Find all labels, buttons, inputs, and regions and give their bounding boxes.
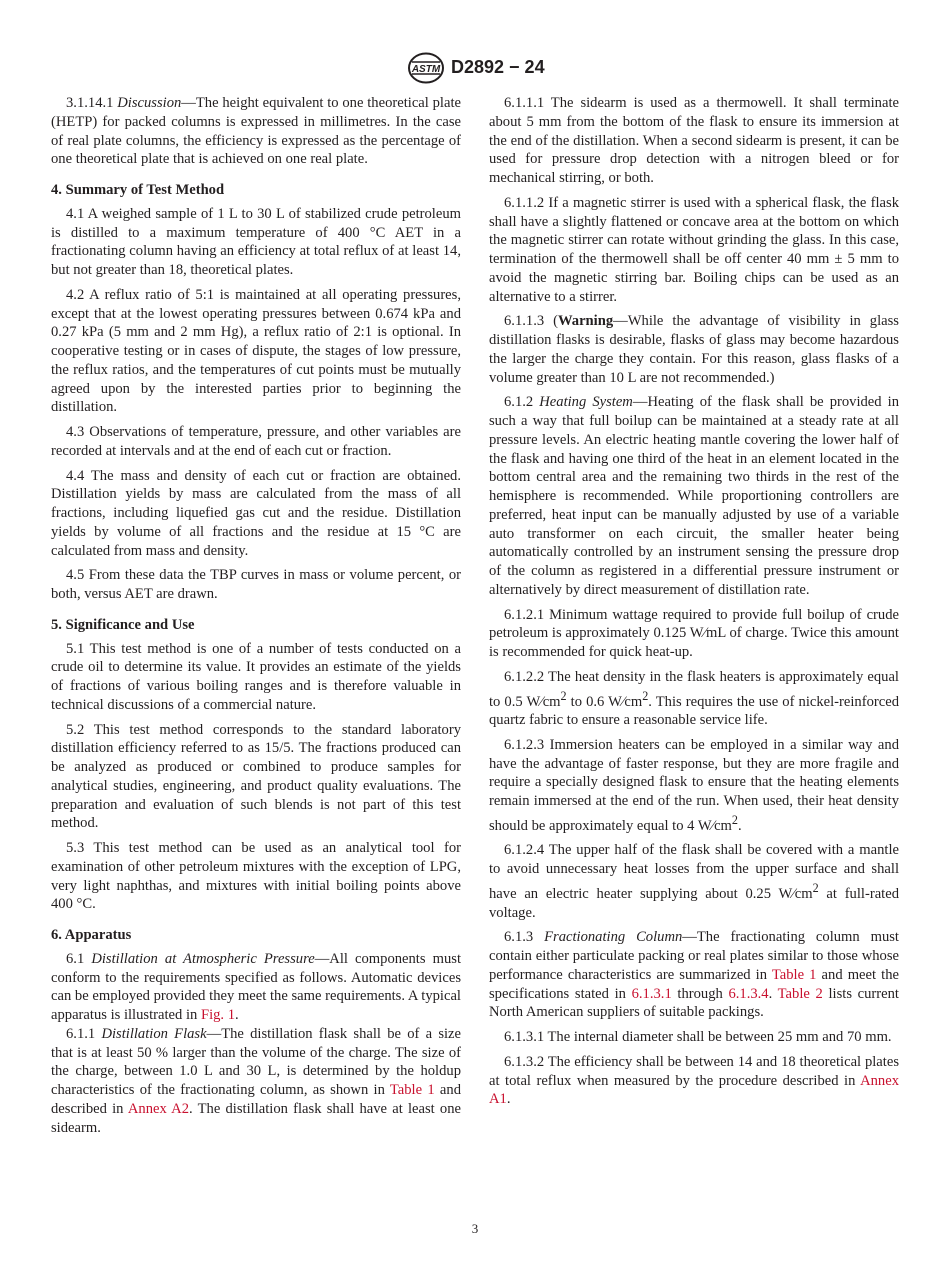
right-column [489,94,899,1115]
paragraph-6-1-2-3: 6.1.2.3 Immersion heaters can be employed in a similar way and have the advantage of faster response, but they are more fragile and require a specially designed flask to ensure that the heating elements remain immersed at the end of the run. When used, their heat density should be approximately equal to 4 $W⁄cm^2$. [489,736,899,834]
paragraph-6-1: 6.1 Distillation at Atmospheric Pressure—All components must conform to the requirements specified as follows. Automatic devices can be employed provided they meet the same requirements. A typical apparatus is illustrated in Fig. 1. [51,950,461,1023]
table-1-link[interactable]: Table 1 [771,966,817,983]
paragraph-6-1-3-2: 6.1.3.2 The efficiency shall be between 14 and 18 theoretical plates at total reflux when measured by the procedure described in Annex A1. [489,1053,899,1108]
table-2-link[interactable]: Table 2 [777,985,823,1002]
paragraph-6-1-3: 6.1.3 Fractionating Column—The fractionating column must contain either particulate packing or real plates similar to those whose performance characteristics are summarized in Table 1 and meet the specifications stated in 6.1.3.1 through 6.1.3.4. Table 2 lists current North American suppliers of suitable packings. [489,929,899,1021]
paragraph-6-1-1-3: 6.1.1.3 (Warning—While the advantage of visibility in glass distillation flasks is desirable, flasks of glass may become hazardous the larger the charge they contain. For this reason, glass flasks of a volume greater than 10 L are not recommended.) [489,313,899,386]
page-number: 3 [471,1221,479,1236]
section-6-1-3-1-link[interactable]: 6.1.3.1 [631,985,672,1002]
fig-1-link[interactable]: Fig. 1 [200,1007,236,1023]
svg-text:ASTM: ASTM [411,64,441,75]
paragraph-6-1-2-2: 6.1.2.2 The heat density in the flask heaters is approximately equal to 0.5 $W⁄cm^2$ to 0.6 $W⁄cm^2$. This requires the use of nickel-reinforced quartz fabric to ensure a reasonable service life. [489,668,899,729]
paragraph-6-1-1-1: 6.1.1.1 The sidearm is used as a thermowell. It shall terminate about 5 mm from the bottom of the flask to ensure its immersion at the end of the distillation. When a second sidearm is present, it can be used for pressure drop detection with a nitrogen bleed or for mechanical stirring, or both. [489,95,899,186]
paragraph-6-1-2: 6.1.2 Heating System—Heating of the flask shall be provided in such a way that full boilup can be maintained at a steady rate at all pressure levels. An electric heating mantle covering the lower half of the flask and having one third of the heat in an element located in the bottom central area and the remaining two thirds in the rest of the hemisphere is recommended. While proportioning controllers are preferred, heat input can be manually adjusted by use of a variable auto transformer on each circuit, the smaller heater being automatically controlled by an instrument sensing the pressure drop of the column as registered in a differential pressure instrument or alternatively by direct measurement of distillation rate. [489,394,899,598]
paragraph-6-1-2-1: 6.1.2.1 Minimum wattage required to provide full boilup of crude petroleum is approximately 0.125 W⁄mL of charge. Twice this amount is recommended for quick heat-up. [489,606,899,660]
paragraph-4-2: 4.2 A reflux ratio of 5:1 is maintained at all operating pressures, except that at the lowest operating pressures between 0.674 kPa and 0.27 kPa (5 mm and 2 mm Hg), a reflux ratio of 2:1 is optional. In cooperative testing or in cases of dispute, the stages of low pressure, the reflux ratios, and the temperatures of cut points must be mutually agreed upon by the interested parties prior to beginning the distillation. [51,286,461,416]
paragraph-5-2: 5.2 This test method corresponds to the standard laboratory distillation efficiency referred to as 15/5. The fractions produced can be analyzed as produced or combined to produce samples for analytical studies, engineering, and product quality evaluations. The preparation and evaluation of such blends is not part of this test method. [51,721,461,832]
paragraph-4-4: 4.4 The mass and density of each cut or fraction are obtained. Distillation yields by mass are calculated from the mass of all fractions, including liquefied gas cut and the residue. Distillation yields by volume of all fractions and the residue at 15 °C are calculated from mass and density. [51,467,461,559]
annex-a2-link[interactable]: Annex A2 [127,1100,190,1117]
left-column [51,94,461,1143]
paragraph-6-1-1-2: 6.1.1.2 If a magnetic stirrer is used with a spherical flask, the flask shall have a slightly flattened or concave area at the bottom on which the magnetic stirrer can rotate without grinding the glass. In this case, termination of the thermowell shall be off center 40 mm ± 5 mm to avoid the magnetic stirring bar. Boiling chips can be used as an alternative to a stirrer. [489,194,899,305]
page-header [0,52,950,86]
paragraph-5-3: 5.3 This test method can be used as an analytical tool for examination of other petroleum mixtures with the exception of LPG, very light naphthas, and mixtures with initial boiling points above 400 °C. [51,840,461,913]
paragraph-6-1-1: 6.1.1 Distillation Flask—The distillation flask shall be of a size that is at least 50 % larger than the volume of the charge. The size of the charge, between 1.0 L and 30 L, is determined by the holdup characteristics of the fractionating column, as shown in Table 1 and described in Annex A2. The distillation flask shall have at least one sidearm. [51,1025,462,1136]
section-6-1-3-4-link[interactable]: 6.1.3.4 [728,985,769,1002]
table-1-link[interactable]: Table 1 [389,1082,435,1098]
paragraph-4-5: 4.5 From these data the TBP curves in mass or volume percent, or both, versus AET are drawn. [51,567,461,602]
paragraph-4-1: 4.1 A weighed sample of 1 L to 30 L of stabilized crude petroleum is distilled to a maximum temperature of 400 °C AET in a fractionating column having an efficiency at total reflux of at least 14, but not greater than 18, theoretical plates. [51,205,461,278]
paragraph-6-1-3-1: 6.1.3.1 The internal diameter shall be between 25 mm and 70 mm. [504,1029,892,1046]
paragraph-6-1-2-4: 6.1.2.4 The upper half of the flask shall be covered with a mantle to avoid unnecessary heat losses from the upper surface and shall have an electric heater supplying about 0.25 $W⁄cm^2$ at full-rated voltage. [489,842,899,921]
section-heading-6: 6. Apparatus [51,927,132,943]
paragraph-5-1: 5.1 This test method is one of a number of tests conducted on a crude oil to determine its value. It provides an estimate of the yields of fractions of various boiling ranges and is therefore valuable in technical discussions of a commercial nature. [51,640,461,713]
section-heading-5: 5. Significance and Use [51,616,195,633]
document-number: D2892 − 24 [451,57,545,77]
paragraph-3-1-14-1: 3.1.14.1 Discussion—The height equivalent to one theoretical plate (HETP) for packed columns is expressed in millimetres. In the case of real plate columns, the efficiency is expressed as the percentage of one theoretical plate that is achieved on one real plate. [51,95,461,168]
annex-a1-link[interactable]: Annex A1 [489,1072,899,1108]
paragraph-4-3: 4.3 Observations of temperature, pressure, and other variables are recorded at intervals and at the end of each cut or fraction. [51,424,461,459]
astm-logo-icon [407,52,445,84]
section-heading-4: 4. Summary of Test Method [51,182,225,198]
